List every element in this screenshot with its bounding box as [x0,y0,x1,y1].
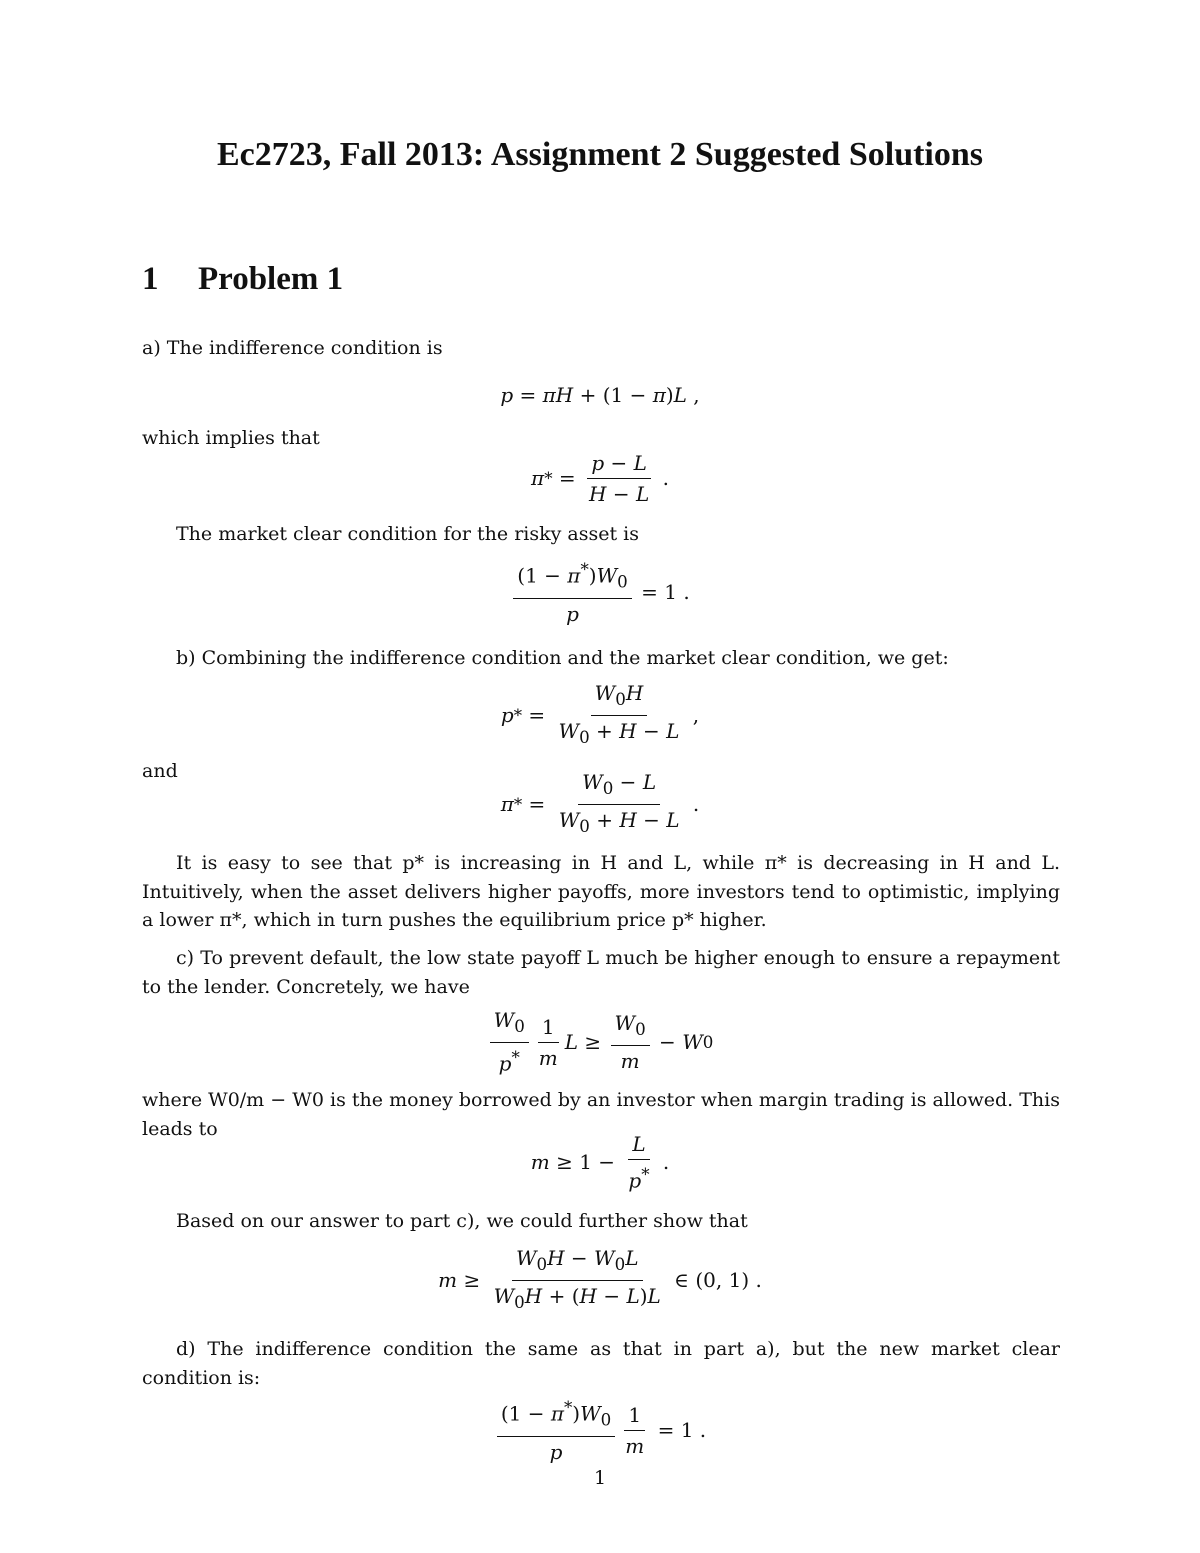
page-number: 1 [593,1467,607,1489]
equation-indifference: p = πH + (1 − π ) L , [500,383,700,407]
paragraph-easy-see: It is easy to see that p* is increasing in H and L, while π* is decreasing in H and L. Intuitively, when the asset delivers higher payoffs, more investors tend to optimistic, implying a lower π*, which in turn pushes the equilibrium price p* higher. [142,852,1060,931]
section-number: 1 [142,261,159,297]
paragraph-implies: which implies that [142,427,320,449]
equation-new-market-clear: $\frac{(1 - \pi^*)W_0}{p}$ $\frac{1}{m}$ = 1 . [0,1398,1200,1462]
equation-no-default: $\frac{W_0}{p^*}$ $\frac{1}{m}$ L ≥ $\frac{W_0}{m}$ − W 0 [0,1010,1200,1074]
document-title: Ec2723, Fall 2013: Assignment 2 Suggested Solutions [216,136,984,173]
paragraph-d-intro: d) The indifference condition the same as that in part a), but the new market clear condition is: [142,1338,1060,1389]
paragraph-based: Based on our answer to part c), we could further show that [176,1210,748,1232]
equation-market-clear: $\frac{(1 - \pi^*)W_0}{p}$ = 1 . [0,560,1200,624]
section-label: Problem 1 [198,261,344,297]
equation-margin-bound: m ≥ 1 − $\frac{L}{p^*}$ . [530,1131,670,1193]
equation-margin-interval: m ≥ $\frac{W_0H - W_0L}{W_0H + (H - L)L}$ ∈ (0, 1) . [438,1245,762,1312]
paragraph-a-intro: a) The indifference condition is [142,337,443,359]
section-heading [142,261,343,298]
equation-p-star: p * = $\frac{W_0H}{W_0 + H - L}$ , [500,680,700,747]
equation-pi-star: π * = $\frac{p - L}{H - L}$ . [531,450,669,506]
paragraph-b-intro: b) Combining the indifference condition and the market clear condition, we get: [176,647,949,669]
equation-pi-star-solved: π * = $\frac{W_0 - L}{W_0 + H - L}$ . [500,769,700,836]
paragraph-where: where W0/m − W0 is the money borrowed by an investor when margin trading is allowed. This leads to [142,1089,1060,1140]
paragraph-c-intro: c) To prevent default, the low state payoff L much be higher enough to ensure a repayment to the lender. Concretely, we have [142,947,1060,998]
paragraph-market-clear: The market clear condition for the risky asset is [176,523,639,545]
paragraph-and: and [142,760,178,782]
